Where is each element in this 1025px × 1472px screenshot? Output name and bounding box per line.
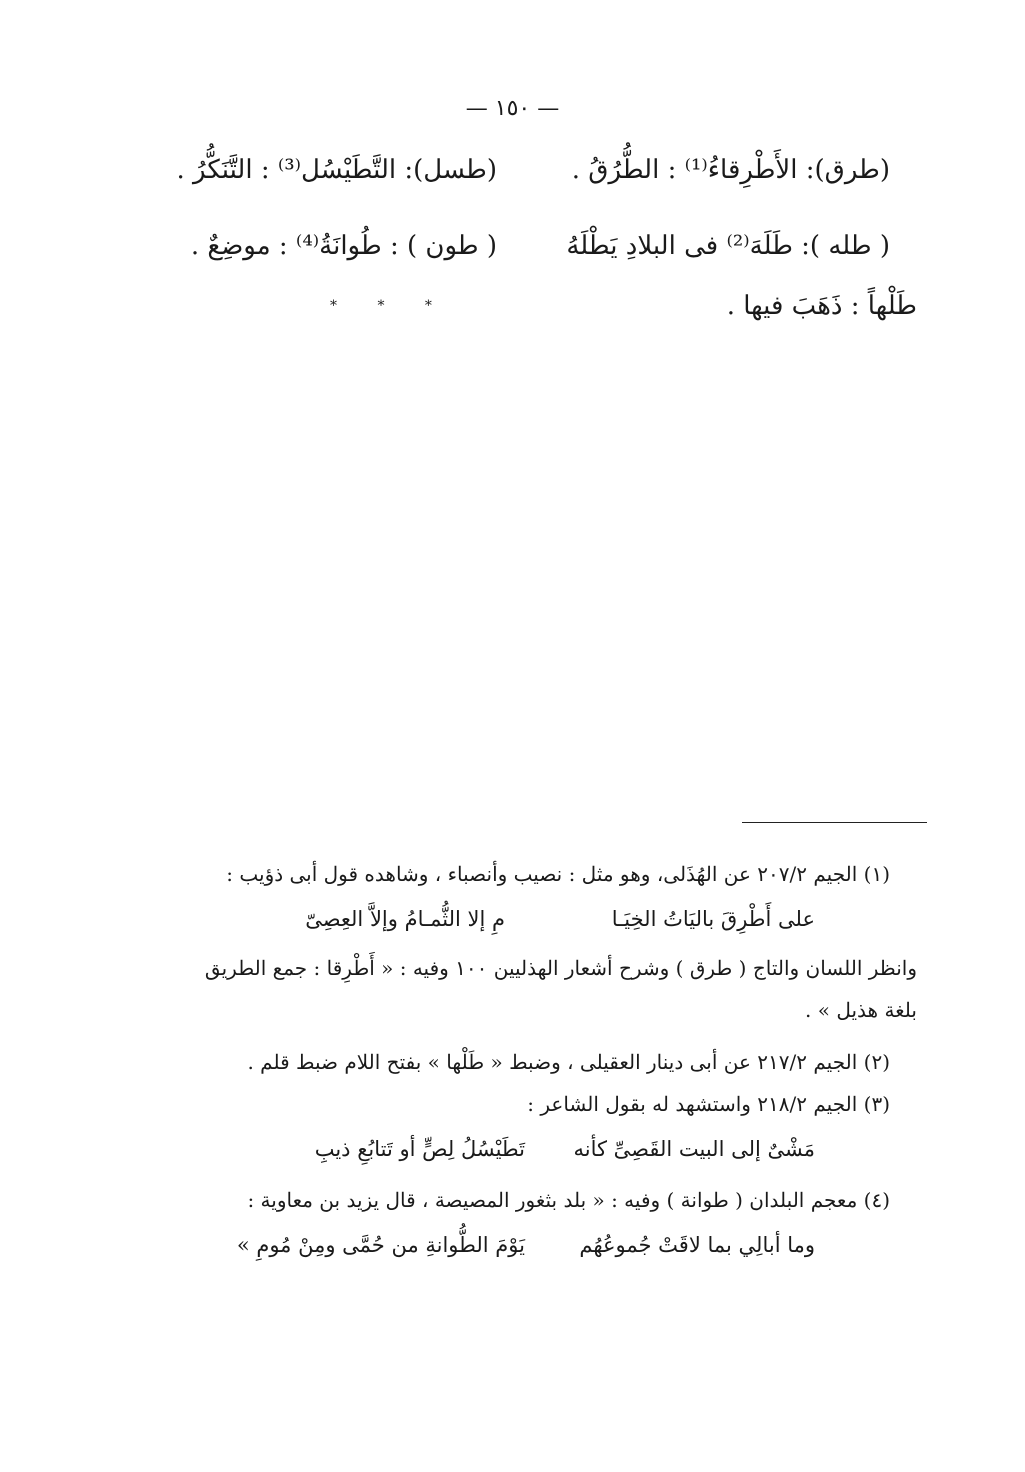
entry-tarq: (طرق): الأَطْرِقاءُ⁽¹⁾ : الطُّرُقُ . [571,155,890,185]
footnote-4-verse-hemistich-1: وما أبالِي بما لاقَتْ جُموعُهُم [579,1233,815,1257]
entry-tawn: ( طون ) : طُوانَةُ⁽⁴⁾ : موضِعٌ . [190,231,497,261]
entry-talah: ( طله ): طَلَهَ⁽²⁾ فى البلادِ يَطْلَهُ [566,231,890,261]
footnote-1-verse-hemistich-1: على أَطْرِقَ باليَاتُ الخِيَـا [611,907,815,931]
footnote-1-line-3: بلغة هذيل » . [805,998,917,1022]
footnote-3-verse-hemistich-2: تَطَيْسُلُ لِصٍّ أو تَتابُعِ ذيبِ [314,1137,525,1161]
footnote-divider [742,822,927,823]
footnote-4-verse-hemistich-2: يَوْمَ الطُّوانةِ من حُمَّى ومِنْ مُومِ » [236,1233,525,1257]
footnote-3-line-1: (٣) الجيم ٢١٨/٢ واستشهد له بقول الشاعر : [527,1092,890,1116]
entry-talah-continuation: طَلْهاً : ذَهَبَ فيها . [726,291,917,321]
section-separator-stars: * * * [330,298,450,314]
footnote-1-line-1: (١) الجيم ٢٠٧/٢ عن الهُذَلى، وهو مثل : نصيب وأنصباء ، وشاهده قول أبى ذؤيب : [226,862,890,886]
entry-tasl: (طسل): التَّطَيْسُل⁽³⁾ : التَّنَكُّرُ . [176,155,497,185]
footnote-2: (٢) الجيم ٢١٧/٢ عن أبى دينار العقيلى ، وضبط « طَلْها » بفتح اللام ضبط قلم . [247,1050,890,1074]
footnote-1-line-2: وانظر اللسان والتاج ( طرق ) وشرح أشعار الهذليين ١٠٠ وفيه : « أَطْرِقا : جمع الطريق [204,956,917,980]
footnote-3-verse-hemistich-1: مَشْىٌ إلى البيت القَصِىِّ كأنه [573,1137,815,1161]
footnote-4-line-1: (٤) معجم البلدان ( طوانة ) وفيه : « بلد بثغور المصيصة ، قال يزيد بن معاوية : [247,1188,890,1212]
page-number: — ١٥٠ — [465,96,560,121]
footnote-1-verse-hemistich-2: مِ إلا الثُّمـامُ وإلاَّ العِصِىّ [305,907,505,931]
